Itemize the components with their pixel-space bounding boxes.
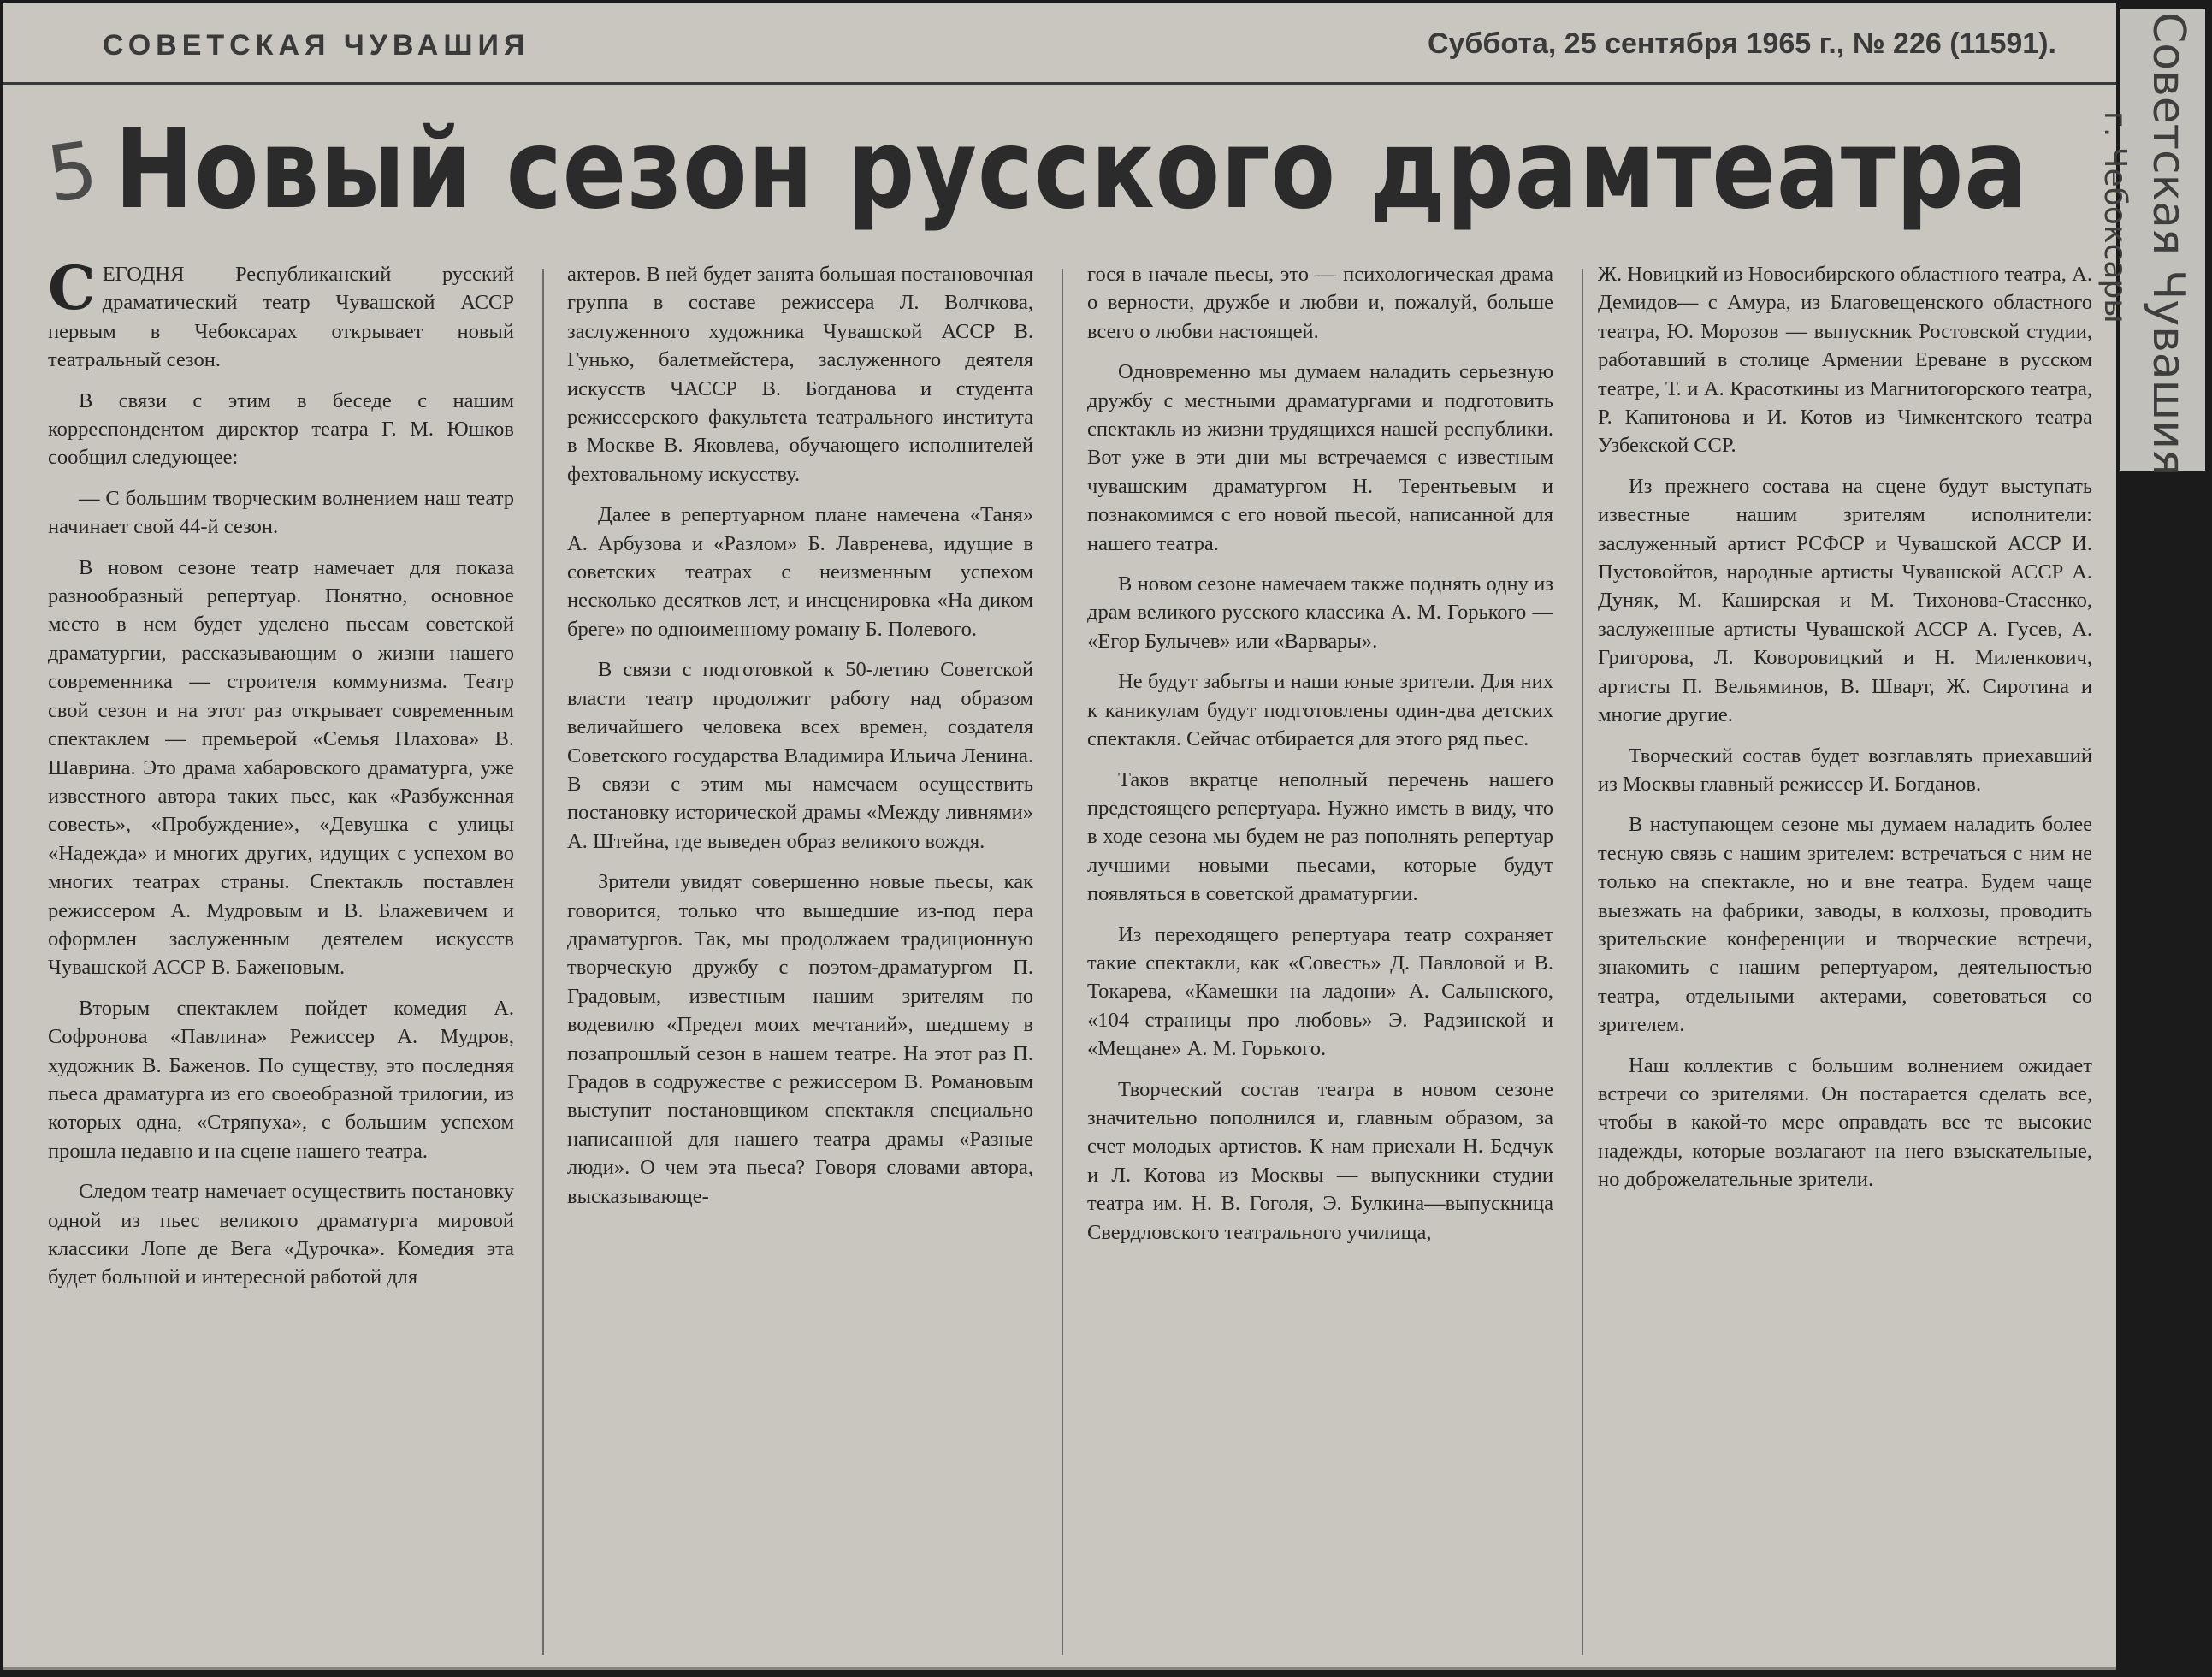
paragraph: Из прежнего состава на сцене будут выступать известные нашим зрителям исполнители: заслуженный артист РСФСР и Чувашской АССР И. Пустовойтов, народные артисты Чувашской АССР А. Дуняк, М. Каширская и М. Тихонова-Стасенко, заслуженные артисты Чувашской АССР А. Гусев, А. Григорова, Л. Коворовицкий и Н. Миленкович, артисты П. Вельяминов, В. Шварт, Ж. Сиротина и многие другие. bbox=[1598, 474, 2092, 727]
paragraph: Творческий состав будет возглавлять приехавший из Москвы главный режиссер И. Богданов. bbox=[1598, 744, 2092, 796]
masthead bbox=[3, 3, 2116, 85]
paragraph: актеров. В ней будет занята большая постановочная группа в составе режиссера Л. Волчкова, заслуженного художника Чувашской АССР В. Гунько, балетмейстера, заслуженного деятеля искусств ЧАССР В. Богданова и студента режиссерского факультета театрального института в Москве В. Яковлева, обучающего исполнителей фехтовальному искусству. bbox=[567, 263, 1033, 486]
paragraph: Зрители увидят совершенно новые пьесы, как говорится, только что вышедшие из-под пера драматургов. Так, мы продолжаем традиционную творческую дружбу с поэтом-драматургом П. Градовым, известным нашим зрителям по водевилю «Предел моих мечтаний», шедшему в позапрошлый сезон в нашем театре. На этот раз П. Градов в содружестве с режиссером В. Романовым выступит постановщиком спектакля специально написанной для нашего театра драмы «Разные люди». О чем эта пьеса? Говоря словами автора, высказывающе- bbox=[567, 870, 1033, 1208]
archive-label-city: г. Чебоксары bbox=[2097, 111, 2132, 323]
paragraph: Ж. Новицкий из Новосибирского областного театра, А. Демидов— с Амура, из Благовещенского областного театра, Ю. Морозов — выпускник Ростовской студии, работавший в столице Армении Ереване в русском театре, Т. и А. Красоткины из Магнитогорского театра, Р. Капитонова и И. Котов из Чимкентского театра Узбекской ССР. bbox=[1598, 263, 2092, 458]
paragraph: Таков вкратце неполный перечень нашего предстоящего репертуара. Нужно иметь в виду, что в ходе сезона мы будем не раз пополнять репертуар лучшими новыми пьесами, которые будут появляться в советской драматургии. bbox=[1087, 767, 1553, 906]
paragraph: В наступающем сезоне мы думаем наладить более тесную связь с нашим зрителем: встречаться с ним не только на спектакле, но и вне театра. Будем чаще выезжать на фабрики, заводы, в колхозы, проводить зрительские конференции и творческие встречи, знакомить с нашим репертуаром, деятельностью театра, отдельными актерами, советоваться со зрителем. bbox=[1598, 813, 2092, 1037]
paragraph: Наш коллектив с большим волнением ожидает встречи со зрителями. Он постарается сделать все, чтобы в какой-то мере оправдать все те высокие надежды, которые возлагают на него взыскательные, но доброжелательные зрители. bbox=[1598, 1053, 2092, 1192]
paragraph: В связи с этим в беседе с нашим корреспондентом директор театра Г. М. Юшков сообщил следующее: bbox=[48, 388, 514, 470]
paragraph: — С большим творческим волнением наш театр начинает свой 44-й сезон. bbox=[48, 486, 514, 539]
paragraph: Далее в репертуарном плане намечена «Таня» А. Арбузова и «Разлом» Б. Лавренева, идущие в советских театрах с неизменным успехом несколько десятков лет, и инсценировка «На диком бреге» по одноименному роману Б. Полевого. bbox=[567, 503, 1033, 641]
issue-line: Суббота, 25 сентября 1965 г., № 226 (11591). bbox=[1427, 27, 2056, 60]
column-2 bbox=[567, 260, 1033, 1663]
drop-cap: С bbox=[48, 260, 96, 323]
article-headline: Новый сезон русского драмтеатра bbox=[115, 106, 2029, 234]
paragraph: гося в начале пьесы, это — психологическая драма о верности, дружбе и любви и, пожалуй, больше всего о любви настоящей. bbox=[1087, 263, 1553, 343]
paragraph: Вторым спектаклем пойдет комедия А. Софронова «Павлина» Режиссер А. Мудров, художник В. Баженов. По существу, это последняя пьеса драматурга из его своеобразной трилогии, из которых одна, «Стряпуха», с большим успехом прошла недавно и на сцене нашего театра. bbox=[48, 996, 514, 1163]
article-body bbox=[48, 260, 2092, 1663]
paragraph: Не будут забыты и наши юные зрители. Для них к каникулам будут подготовлены один-два детских спектакля. Сейчас отбирается для этого ряд пьес. bbox=[1087, 670, 1553, 751]
bottom-border bbox=[3, 1667, 2116, 1670]
paper-name: СОВЕТСКАЯ ЧУВАШИЯ bbox=[103, 29, 530, 62]
paragraph: В связи с подготовкой к 50-летию Советской власти театр продолжит работу над образом величайшего человека всех времен, создателя Советского государства Владимира Ильича Ленина. В связи с этим мы намечаем осуществить постановку исторической драмы «Между ливнями» А. Штейна, где выведен образ великого вождя. bbox=[567, 658, 1033, 853]
handwritten-mark: 5 bbox=[41, 124, 104, 221]
paragraph: В новом сезоне театр намечает для показа разнообразный репертуар. Понятно, основное место в нем будет уделено пьесам советской драматургии, рассказывающим о жизни нашего современника — строителя коммунизма. Театр свой сезон и на этот раз открывает современным спектаклем — премьерой «Семья Плахова» В. Шаврина. Это драма хабаровского драматурга, уже известного автора таких пьес, как «Разбуженная совесть», «Пробуждение», «Девушка с улицы «Надежда» и многих других, идущих с успехом во многих театрах страны. Спектакль поставлен режиссером А. Мудровым и В. Блажевичем и оформлен заслуженным деятелем искусств Чувашской АССР В. Баженовым. bbox=[48, 555, 514, 980]
paragraph: Одновременно мы думаем наладить серьезную дружбу с местными драматургами и подготовить спектакль из жизни трудящихся нашей республики. Вот уже в эти дни мы встречаемся с известным чувашским драматургом Н. Терентьевым и познакомимся с его новой пьесой, написанной для нашего театра. bbox=[1087, 360, 1553, 555]
paragraph: Следом театр намечает осуществить постановку одной из пьес великого драматурга мировой классики Лопе де Вега «Дурочка». Комедия эта будет большой и интересной работой для bbox=[48, 1180, 514, 1289]
column-4 bbox=[1598, 260, 2092, 1663]
paragraph: В новом сезоне намечаем также поднять одну из драм великого русского классика А. М. Горького — «Егор Булычев» или «Варвары». bbox=[1087, 572, 1553, 653]
paragraph: Творческий состав театра в новом сезоне значительно пополнился и, главным образом, за счет молодых артистов. К нам приехали Н. Бедчук и Л. Котова из Москвы — выпускники студии театра им. Н. В. Гоголя, Э. Булкина—выпускница Свердловского театрального училища, bbox=[1087, 1077, 1553, 1244]
newspaper-clipping bbox=[3, 3, 2116, 1670]
paragraph: СЕГОДНЯ Республиканский русский драматический театр Чувашской АССР первым в Чебоксарах открывает новый театральный сезон. bbox=[48, 260, 514, 372]
paragraph: Из переходящего репертуара театр сохраняет такие спектакли, как «Совесть» Д. Павловой и В. Токарева, «Камешки на ладони» А. Салынского, «104 страницы про любовь» Э. Радзинской и «Мещане» А. М. Горького. bbox=[1087, 922, 1553, 1061]
column-1 bbox=[48, 260, 514, 1663]
archive-label-paper: Советская Чувашия bbox=[2143, 12, 2194, 477]
column-3 bbox=[1087, 260, 1553, 1663]
